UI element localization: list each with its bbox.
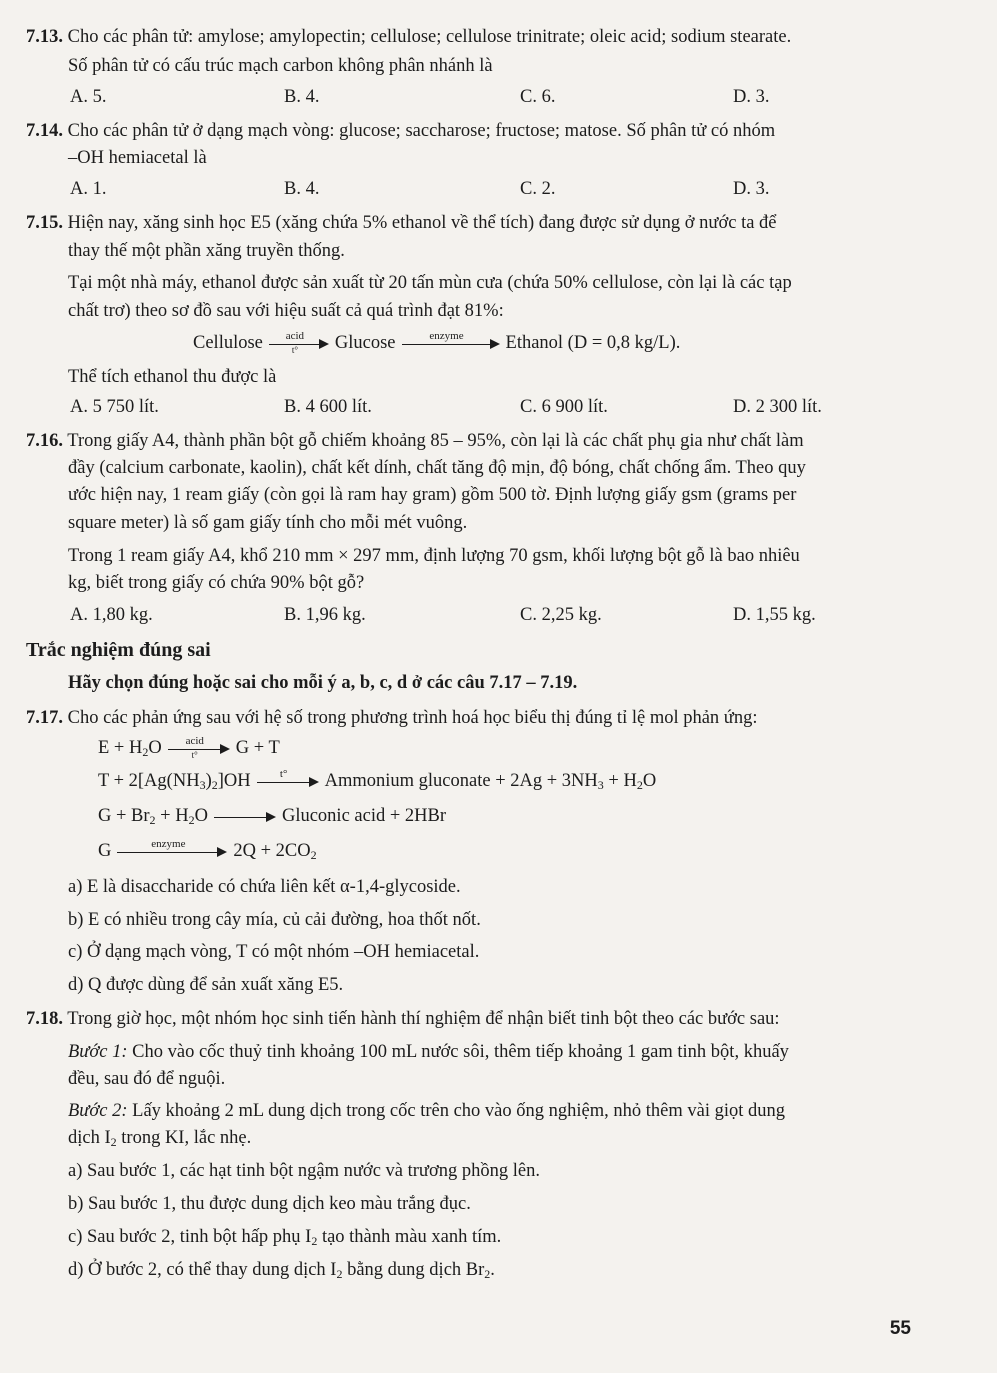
q718-number: 7.18. — [26, 1009, 63, 1029]
q717-statement-d: d) Q được dùng để sản xuất xăng E5. — [68, 975, 344, 995]
reaction-arrow-acid: acid t° — [168, 738, 230, 760]
q717-statement-c: c) Ở dạng mạch vòng, T có một nhóm –OH hemiacetal. — [68, 942, 480, 962]
q715-line2: thay thế một phần xăng truyền thống. — [68, 241, 345, 261]
q713-option-d: D. 3. — [733, 87, 770, 107]
q714-line1: 7.14. Cho các phân tử ở dạng mạch vòng: glucose; saccharose; fructose; matose. Số phân tử có nhóm — [26, 121, 776, 141]
step2-label: Bước 2: — [68, 1101, 128, 1121]
q714-number: 7.14. — [26, 121, 63, 141]
q716-line2: đầy (calcium carbonate, kaolin), chất kết dính, chất tăng độ mịn, độ bóng, chất chống ẩm. Theo quy — [68, 458, 806, 478]
q713-number: 7.13. — [26, 27, 63, 47]
q716-option-a: A. 1,80 kg. — [70, 605, 153, 625]
reaction-arrow-plain — [214, 806, 276, 828]
q716-option-b: B. 1,96 kg. — [284, 605, 366, 625]
scheme-arrow-acid: acid t° — [269, 333, 329, 355]
q716-line6: kg, biết trong giấy có chứa 90% bột gỗ? — [68, 573, 365, 593]
scheme-glucose: Glucose — [334, 333, 396, 353]
scheme-cellulose: Cellulose — [193, 333, 263, 353]
q718-statement-d: d) Ở bước 2, có thể thay dung dịch $I_2$ bằng dung dịch $Br_2$. — [68, 1260, 495, 1281]
q715-line1: 7.15. Hiện nay, xăng sinh học E5 (xăng chứa 5% ethanol về thể tích) đang được sử dụng ở nước ta để — [26, 213, 777, 233]
q717-reaction-3: $G + Br_2 + H_2O$ Gluconic acid + 2HBr — [98, 806, 447, 827]
q714-option-c: C. 2. — [520, 179, 556, 199]
q716-option-c: C. 2,25 kg. — [520, 605, 602, 625]
q718-step1-line2: đều, sau đó để nguội. — [68, 1069, 226, 1089]
q715-reaction-scheme — [193, 329, 681, 355]
q717-line1: 7.17. Cho các phản ứng sau với hệ số trong phương trình hoá học biểu thị đúng tỉ lệ mol phản ứng: — [26, 708, 758, 728]
q718-statement-c: c) Sau bước 2, tinh bột hấp phụ $I_2$ tạo thành màu xanh tím. — [68, 1227, 502, 1248]
q715-line5: Thể tích ethanol thu được là — [68, 367, 277, 387]
q717-reaction-2: $T + 2[Ag(NH_3)_2]OH$ t° Ammonium gluconate + $2Ag + 3NH_3 + H_2O$ — [98, 767, 657, 792]
section-title: Trắc nghiệm đúng sai — [26, 639, 211, 661]
q716-line5: Trong 1 ream giấy A4, khổ 210 mm × 297 mm, định lượng 70 gsm, khối lượng bột gỗ là bao nhiêu — [68, 546, 800, 566]
q715-option-d: D. 2 300 lít. — [733, 397, 822, 417]
q718-step2-line1: Bước 2: Lấy khoảng 2 mL dung dịch trong cốc trên cho vào ống nghiệm, nhỏ thêm vài giọt dung — [68, 1101, 785, 1121]
q717-number: 7.17. — [26, 708, 63, 728]
q716-line3: ước hiện nay, 1 ream giấy (còn gọi là ram hay gram) gồm 500 tờ. Định lượng giấy gsm (grams per — [68, 485, 797, 505]
q713-line1: 7.13. Cho các phân tử: amylose; amylopectin; cellulose; cellulose trinitrate; oleic acid; sodium stearate. — [26, 27, 792, 47]
q716-number: 7.16. — [26, 431, 63, 451]
q717-statement-a: a) E là disaccharide có chứa liên kết α-1,4-glycoside. — [68, 877, 461, 897]
reaction-arrow-enzyme: enzyme — [117, 841, 227, 863]
q715-option-b: B. 4 600 lít. — [284, 397, 372, 417]
step1-label: Bước 1: — [68, 1042, 128, 1062]
q713-option-b: B. 4. — [284, 87, 320, 107]
scheme-ethanol: Ethanol (D = 0,8 kg/L). — [505, 333, 681, 353]
page-number: 55 — [889, 1318, 911, 1339]
q718-statement-b: b) Sau bước 1, thu được dung dịch keo màu trắng đục. — [68, 1194, 471, 1214]
q715-line4: chất trơ) theo sơ đồ sau với hiệu suất cả quá trình đạt 81%: — [68, 301, 504, 321]
q718-line1: 7.18. Trong giờ học, một nhóm học sinh tiến hành thí nghiệm để nhận biết tinh bột theo các bước sau: — [26, 1009, 780, 1029]
q713-option-a: A. 5. — [70, 87, 107, 107]
q718-step1-line1: Bước 1: Cho vào cốc thuỷ tinh khoảng 100 mL nước sôi, thêm tiếp khoảng 1 gam tinh bột, khuấy — [68, 1042, 789, 1062]
q718-step2-line2: dịch $I_2$ trong KI, lắc nhẹ. — [68, 1128, 252, 1149]
q715-option-a: A. 5 750 lít. — [70, 397, 159, 417]
q715-line3: Tại một nhà máy, ethanol được sản xuất từ 20 tấn mùn cưa (chứa 50% cellulose, còn lại là các tạp — [68, 273, 792, 293]
q714-option-b: B. 4. — [284, 179, 320, 199]
scheme-arrow-enzyme: enzyme — [402, 333, 500, 355]
reaction-arrow-heat: t° — [257, 771, 319, 793]
q714-line2: –OH hemiacetal là — [68, 148, 207, 168]
q716-line4: square meter) là số gam giấy tính cho mỗi mét vuông. — [68, 513, 468, 533]
q714-option-a: A. 1. — [70, 179, 107, 199]
section-instruction: Hãy chọn đúng hoặc sai cho mỗi ý a, b, c, d ở các câu 7.17 – 7.19. — [68, 673, 578, 693]
q717-reaction-1: $E + H_2O$ acid t° G + T — [98, 734, 280, 760]
q717-statement-b: b) E có nhiều trong cây mía, củ cải đường, hoa thốt nốt. — [68, 910, 481, 930]
q713-line2: Số phân tử có cấu trúc mạch carbon không phân nhánh là — [68, 56, 493, 76]
q717-reaction-4: G enzyme $2Q + 2CO_2$ — [98, 837, 317, 862]
q713-option-c: C. 6. — [520, 87, 556, 107]
q718-statement-a: a) Sau bước 1, các hạt tinh bột ngậm nước và trương phồng lên. — [68, 1161, 540, 1181]
q716-option-d: D. 1,55 kg. — [733, 605, 816, 625]
q715-number: 7.15. — [26, 213, 63, 233]
q715-option-c: C. 6 900 lít. — [520, 397, 608, 417]
q714-option-d: D. 3. — [733, 179, 770, 199]
q716-line1: 7.16. Trong giấy A4, thành phần bột gỗ chiếm khoảng 85 – 95%, còn lại là các chất phụ gia như chất làm — [26, 431, 804, 451]
